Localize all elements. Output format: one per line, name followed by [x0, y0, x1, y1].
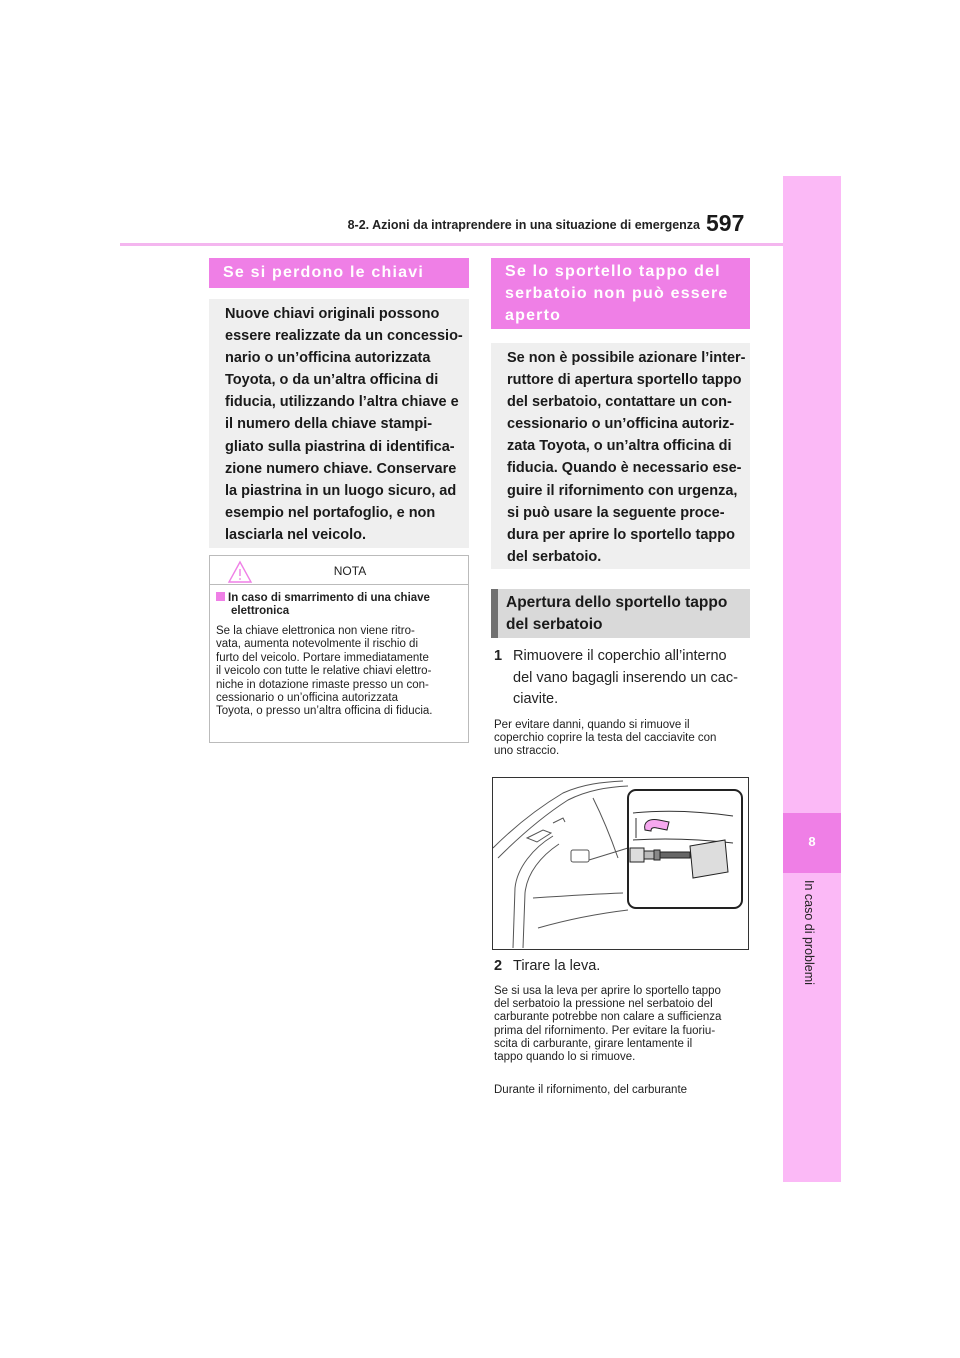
body-line: zata Toyota, o un’altra officina di: [507, 438, 732, 455]
body-line: dura per aprire lo sportello tappo: [507, 526, 736, 543]
note-line: carburante potrebbe non calare a sufficienza: [494, 1011, 722, 1024]
chapter-label-text: In caso di problemi: [802, 880, 816, 985]
note-line: scita di carburante, girare lentamente il: [494, 1037, 693, 1050]
step-line: ciavite.: [513, 691, 559, 707]
nota-line: Se la chiave elettronica non viene ritro-: [216, 625, 415, 637]
nota-line: Toyota, o presso un’altra officina di fiducia.: [216, 705, 433, 718]
body-line: il numero della chiave stampi-: [225, 416, 433, 433]
header-divider: [120, 243, 783, 246]
nota-divider: [210, 584, 468, 585]
body-line: nario o un’officina autorizzata: [225, 350, 431, 367]
note-line: uno straccio.: [494, 745, 560, 758]
chapter-side-tab: [783, 176, 841, 1182]
trunk-cover-illustration: [492, 777, 749, 950]
body-line: Toyota, o da un’altra officina di: [225, 372, 439, 389]
nota-heading-line: In caso di smarrimento di una chiave: [228, 592, 430, 604]
body-line: si può usare la seguente proce-: [507, 504, 725, 521]
nota-line: furto del veicolo. Portare immediatamente: [216, 651, 429, 664]
body-line: esempio nel portafoglio, e non: [225, 504, 436, 521]
body-line: ruttore di apertura sportello tappo: [507, 372, 742, 389]
step-1-note: [494, 719, 716, 759]
heading-line: aperto: [505, 307, 562, 324]
lost-keys-body: [209, 299, 469, 548]
body-line: Se non è possibile azionare l’inter-: [507, 350, 746, 366]
step-text: [513, 646, 738, 711]
section-title: 8-2. Azioni da intraprendere in una situazione di emergenza: [347, 218, 700, 232]
note-line: coperchio coprire la testa del cacciavite con: [494, 732, 717, 745]
body-line: gliato sulla piastrina di identifica-: [225, 438, 455, 455]
step-2-note: [494, 985, 721, 1064]
nota-line: cessionario o un’officina autorizzata: [216, 692, 398, 705]
fuel-door-subheading: [491, 589, 750, 638]
nota-line: vata, aumenta notevolmente il rischio di: [216, 638, 418, 651]
body-line: Nuove chiavi originali possono: [225, 306, 440, 322]
note-line: Per evitare danni, quando si rimuove il: [494, 719, 690, 731]
body-line: fiducia, utilizzando l’altra chiave e: [225, 394, 459, 411]
nota-text: [216, 625, 433, 719]
body-line: guire il rifornimento con urgenza,: [507, 482, 738, 499]
subheading-line: Apertura dello sportello tappo: [506, 594, 728, 611]
note-line: tappo quando lo si rimuove.: [494, 1051, 636, 1064]
nota-label: NOTA: [333, 564, 367, 578]
step-line: Tirare la leva.: [513, 958, 601, 974]
nota-heading: [216, 592, 430, 618]
heading-line: serbatoio non può essere: [505, 285, 729, 302]
heading-line: Se lo sportello tappo del: [505, 263, 721, 280]
lost-keys-heading: Se si perdono le chiavi: [209, 258, 469, 288]
step-1: [494, 646, 750, 712]
trunk-diagram-icon: [493, 778, 749, 950]
step-line: del vano bagagli inserendo un cac-: [513, 669, 738, 686]
body-line: cessionario o un’officina autoriz-: [507, 416, 735, 433]
step-number: 2: [494, 958, 503, 974]
subheading-line: del serbatoio: [506, 616, 603, 633]
final-line: Durante il rifornimento, del carburante: [494, 1084, 688, 1096]
nota-box: [209, 555, 469, 743]
step-number: 1: [494, 648, 503, 664]
nota-heading-line: elettronica: [231, 605, 290, 617]
bullet-square-icon: [216, 592, 225, 601]
body-line: del serbatoio, contattare un con-: [507, 394, 732, 411]
body-line: la piastrina in un luogo sicuro, ad: [225, 482, 457, 499]
fuel-door-body: [491, 343, 750, 569]
fuel-door-heading: [491, 258, 750, 329]
step-line: Rimuovere il coperchio all’interno: [513, 648, 727, 664]
note-line: del serbatoio la pressione nel serbatoio del: [494, 998, 713, 1011]
body-line: essere realizzate da un concessio-: [225, 328, 463, 345]
body-line: zione numero chiave. Conservare: [225, 460, 457, 477]
nota-line: niche in dotazione rimaste presso un con-: [216, 678, 429, 691]
step-text: [513, 956, 600, 978]
step-2: [494, 956, 750, 978]
page-number: 597: [706, 210, 745, 236]
chapter-number: 8: [808, 834, 816, 849]
body-line: lasciarla nel veicolo.: [225, 526, 367, 543]
nota-line: il veicolo con tutte le relative chiavi elettro-: [216, 665, 432, 678]
body-line: del serbatoio.: [507, 548, 602, 565]
body-line: fiducia. Quando è necessario ese-: [507, 460, 742, 477]
note-line: Se si usa la leva per aprire lo sportello tappo: [494, 985, 721, 997]
note-line: prima del rifornimento. Per evitare la fuoriu-: [494, 1024, 716, 1037]
chapter-label: [770, 880, 850, 1020]
